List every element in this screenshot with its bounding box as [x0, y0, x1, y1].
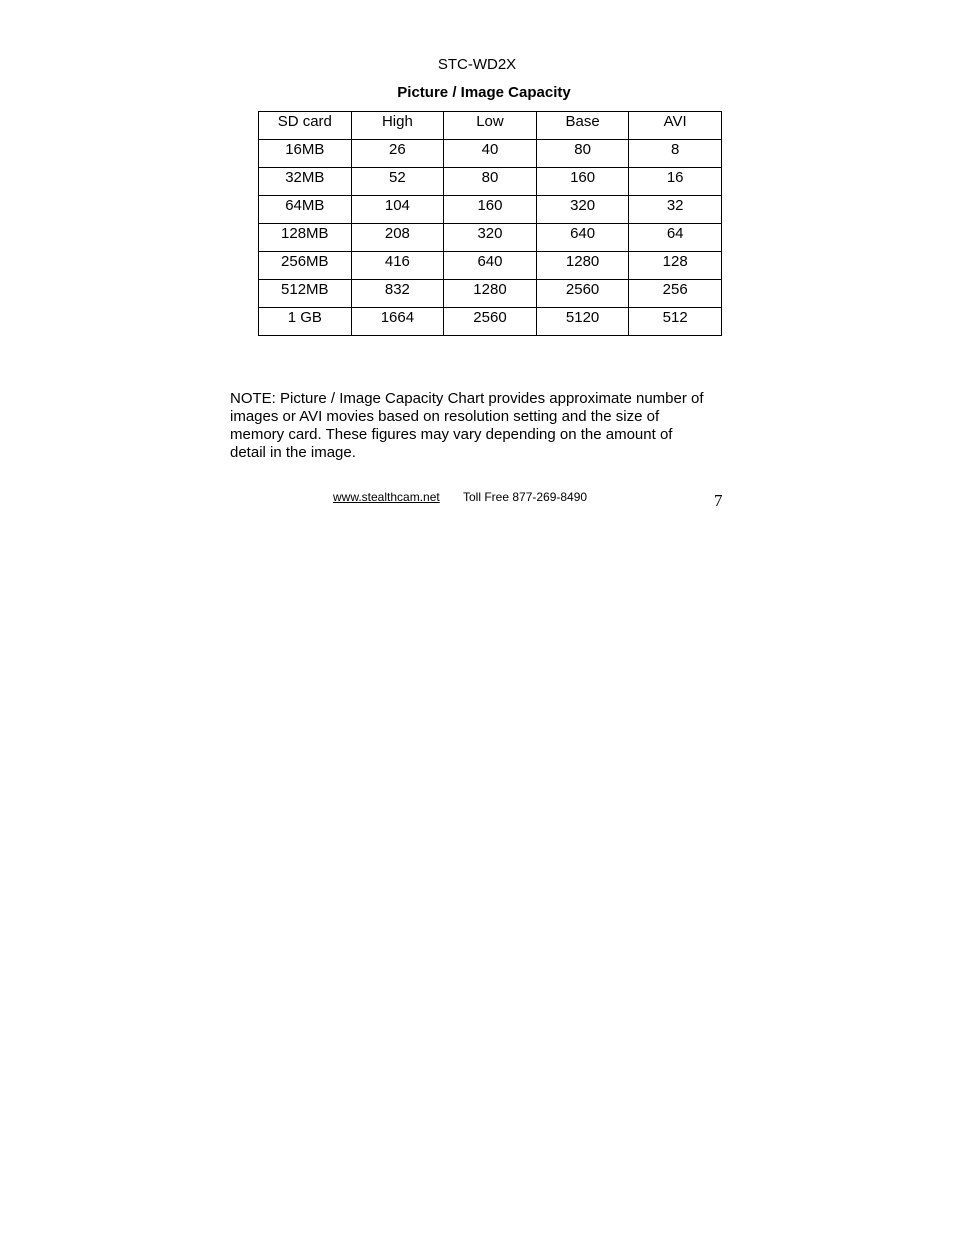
table-cell: 26 [351, 140, 444, 168]
table-cell: 128MB [259, 224, 352, 252]
table-cell: 640 [444, 252, 537, 280]
table-cell: 16 [629, 168, 722, 196]
table-cell: 80 [536, 140, 629, 168]
table-cell: 832 [351, 280, 444, 308]
note-line: memory card. These figures may vary depending on the amount of [230, 426, 673, 443]
column-header-avi: AVI [629, 112, 722, 140]
table-row [259, 308, 722, 336]
website-link[interactable]: www.stealthcam.net [333, 490, 440, 504]
table-cell: 32MB [259, 168, 352, 196]
table-cell: 1 GB [259, 308, 352, 336]
table-cell: 208 [351, 224, 444, 252]
column-header-sd-card: SD card [259, 112, 352, 140]
table-cell: 1664 [351, 308, 444, 336]
column-header-low: Low [444, 112, 537, 140]
capacity-table [258, 111, 722, 336]
column-header-high: High [351, 112, 444, 140]
capacity-note [230, 390, 730, 462]
table-cell: 640 [536, 224, 629, 252]
table-header-row [259, 112, 722, 140]
document-model-name: STC-WD2X [437, 56, 517, 73]
table-row [259, 280, 722, 308]
table-cell: 40 [444, 140, 537, 168]
table-cell: 5120 [536, 308, 629, 336]
note-line: images or AVI movies based on resolution setting and the size of [230, 408, 660, 425]
table-cell: 16MB [259, 140, 352, 168]
table-cell: 320 [536, 196, 629, 224]
table-row [259, 252, 722, 280]
note-line: NOTE: Picture / Image Capacity Chart provides approximate number of [230, 390, 704, 407]
table-cell: 2560 [444, 308, 537, 336]
table-row [259, 224, 722, 252]
table-cell: 256MB [259, 252, 352, 280]
table-row [259, 168, 722, 196]
table-cell: 416 [351, 252, 444, 280]
table-cell: 32 [629, 196, 722, 224]
table-cell: 104 [351, 196, 444, 224]
table-cell: 320 [444, 224, 537, 252]
table-cell: 52 [351, 168, 444, 196]
table-row [259, 140, 722, 168]
page-number: 7 [714, 491, 723, 510]
table-cell: 64 [629, 224, 722, 252]
table-cell: 160 [444, 196, 537, 224]
table-cell: 1280 [536, 252, 629, 280]
table-cell: 160 [536, 168, 629, 196]
table-cell: 80 [444, 168, 537, 196]
table-cell: 64MB [259, 196, 352, 224]
table-title: Picture / Image Capacity [397, 84, 571, 101]
table-cell: 1280 [444, 280, 537, 308]
table-cell: 8 [629, 140, 722, 168]
table-cell: 256 [629, 280, 722, 308]
toll-free-phone: Toll Free 877-269-8490 [463, 490, 588, 504]
table-cell: 512MB [259, 280, 352, 308]
table-row [259, 196, 722, 224]
table-cell: 128 [629, 252, 722, 280]
column-header-base: Base [536, 112, 629, 140]
table-cell: 512 [629, 308, 722, 336]
table-cell: 2560 [536, 280, 629, 308]
note-line: detail in the image. [230, 444, 356, 461]
